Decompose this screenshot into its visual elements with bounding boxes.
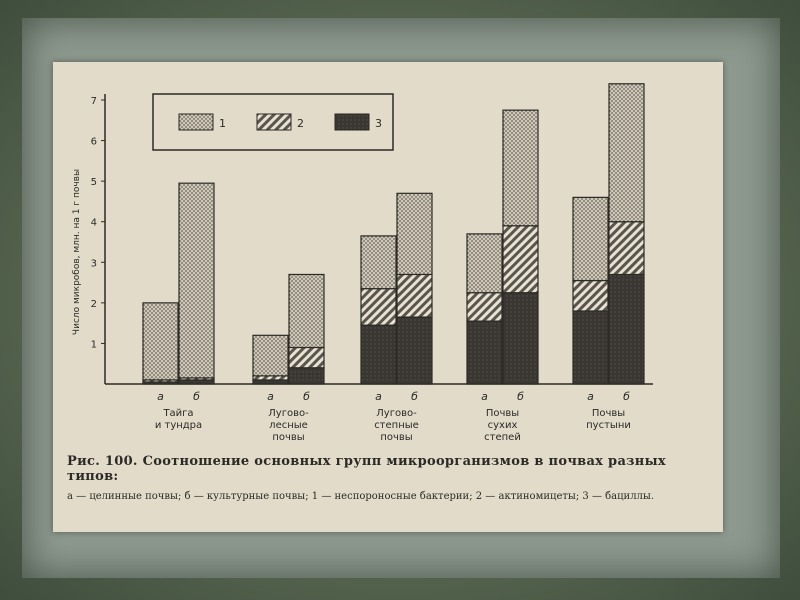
group-label: Почвы bbox=[591, 408, 626, 419]
bar-segment bbox=[397, 317, 432, 384]
bar-segment bbox=[609, 84, 644, 222]
bar-label: б bbox=[411, 390, 418, 403]
bar-segment bbox=[361, 236, 396, 289]
group-label: Тайга bbox=[163, 408, 194, 419]
caption-note: а — целинные почвы; б — культурные почвы; 1 — неспороносные бактерии; 2 — актиномицеты; 3 — бациллы. bbox=[67, 491, 655, 502]
group-label: Почвы bbox=[485, 408, 520, 419]
bar-label: б bbox=[517, 390, 524, 403]
y-tick-label: 6 bbox=[90, 136, 97, 148]
bar-segment bbox=[289, 274, 324, 347]
bar-label: а bbox=[481, 390, 488, 403]
bar-segment bbox=[143, 303, 178, 380]
legend-label: 3 bbox=[375, 117, 382, 130]
group-label: и тундра bbox=[154, 420, 203, 431]
bar-segment bbox=[289, 347, 324, 367]
group-label: почвы bbox=[272, 432, 305, 443]
group-label: Лугово- bbox=[268, 408, 309, 419]
bar-segment bbox=[253, 376, 288, 380]
legend-swatch bbox=[179, 114, 213, 130]
group-label: Лугово- bbox=[376, 408, 417, 419]
legend-label: 2 bbox=[297, 117, 304, 130]
bar-label: а bbox=[267, 390, 274, 403]
bar-segment bbox=[253, 380, 288, 384]
bar-segment bbox=[179, 380, 214, 384]
y-tick-label: 1 bbox=[90, 339, 97, 351]
y-tick-label: 5 bbox=[90, 177, 97, 189]
bar-segment bbox=[573, 281, 608, 311]
y-tick-label: 4 bbox=[90, 217, 97, 229]
group-label: сухих bbox=[487, 420, 518, 431]
caption-title: Рис. 100. Соотношение основных групп микроорганизмов в почвах разных типов: bbox=[67, 454, 666, 484]
bar-segment bbox=[179, 183, 214, 378]
legend-swatch bbox=[257, 114, 291, 130]
bar-label: а bbox=[375, 390, 382, 403]
bar-segment bbox=[397, 274, 432, 317]
bar-segment bbox=[467, 293, 502, 321]
y-axis-label: Число микробов, млн. на 1 г почвы bbox=[72, 168, 82, 336]
bar-segment bbox=[503, 110, 538, 226]
bar-segment bbox=[573, 197, 608, 280]
bar-segment bbox=[467, 321, 502, 384]
bar-segment bbox=[609, 274, 644, 384]
group-label: пустыни bbox=[586, 420, 631, 431]
y-tick-label: 2 bbox=[90, 298, 97, 310]
bar-segment bbox=[573, 311, 608, 384]
group-label: степные bbox=[374, 420, 419, 431]
y-tick-label: 3 bbox=[90, 258, 97, 270]
bar-segment bbox=[503, 226, 538, 293]
y-tick-label: 7 bbox=[90, 96, 97, 107]
bar-label: а bbox=[157, 390, 164, 403]
bar-segment bbox=[467, 234, 502, 293]
group-label: лесные bbox=[269, 420, 308, 431]
bar-label: б bbox=[193, 390, 200, 403]
legend-label: 1 bbox=[219, 117, 226, 130]
bar-label: а bbox=[587, 390, 594, 403]
bar-segment bbox=[609, 222, 644, 275]
bar-label: б bbox=[303, 390, 310, 403]
group-label: степей bbox=[484, 432, 521, 443]
bar-segment bbox=[397, 193, 432, 274]
bar-segment bbox=[289, 368, 324, 384]
bar-segment bbox=[503, 293, 538, 384]
bar-label: б bbox=[623, 390, 630, 403]
figure-caption bbox=[67, 454, 707, 503]
legend-swatch bbox=[335, 114, 369, 130]
bar-segment bbox=[361, 325, 396, 384]
scanned-figure bbox=[53, 62, 723, 532]
group-label: почвы bbox=[380, 432, 413, 443]
bar-segment bbox=[361, 289, 396, 326]
bar-segment bbox=[253, 335, 288, 376]
